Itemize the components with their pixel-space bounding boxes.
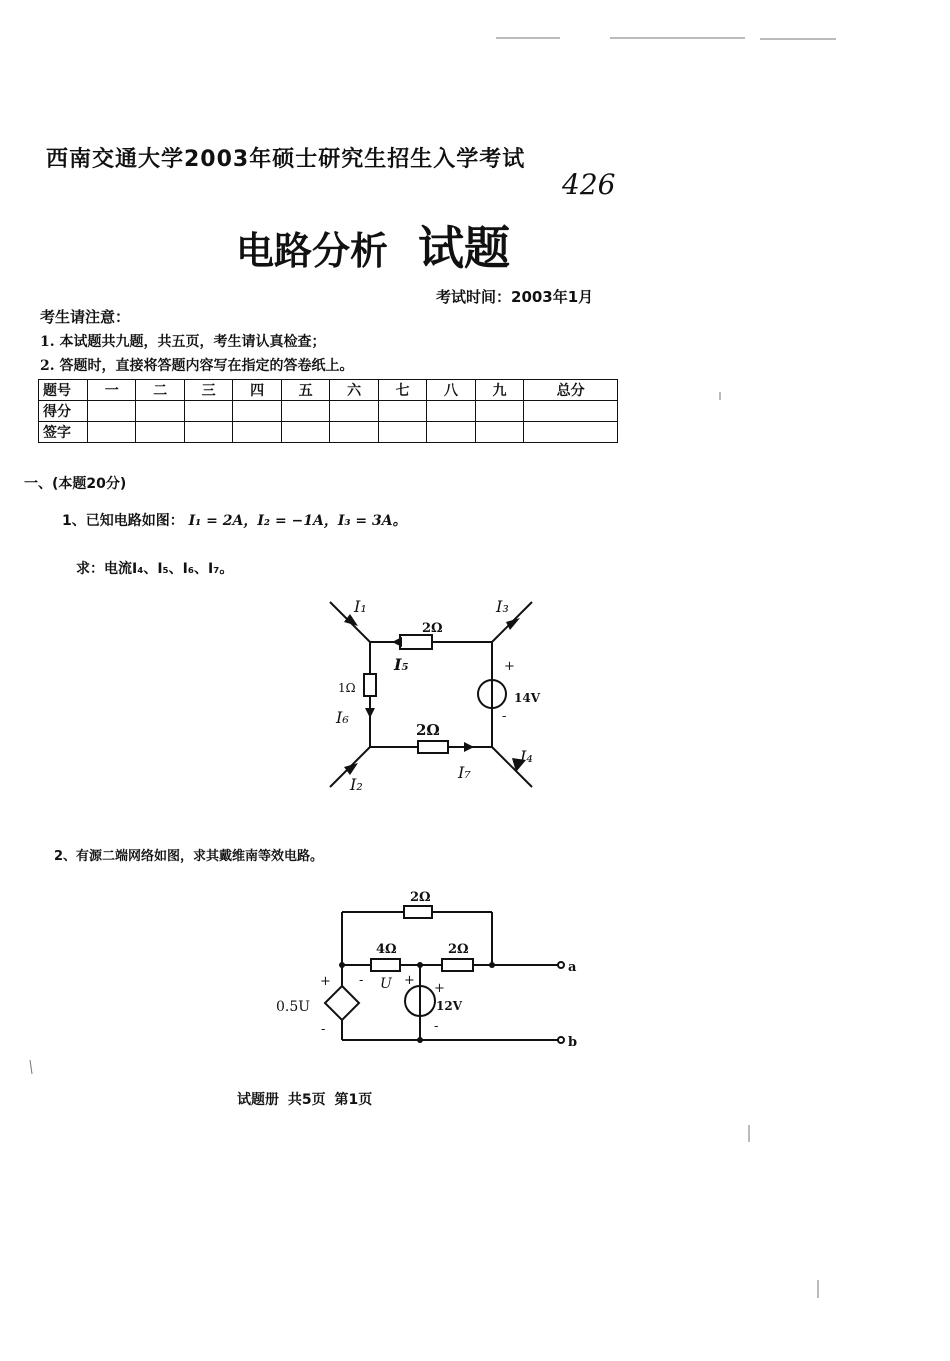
section-heading: 一、(本题20分) xyxy=(24,476,127,492)
label-source-14v: 14V xyxy=(514,691,541,705)
label-minus: - xyxy=(321,1022,326,1037)
label-i5: I₅ xyxy=(394,655,409,674)
label-i6: I₆ xyxy=(336,708,349,727)
label-i2: I₂ xyxy=(350,775,363,794)
label-r-bottom: 2Ω xyxy=(416,721,440,739)
column-header: 总分 xyxy=(524,380,618,401)
label-r-mid: 4Ω xyxy=(376,942,397,957)
column-header: 三 xyxy=(184,380,232,401)
scan-mark xyxy=(30,1060,32,1074)
label-source-12v: 12V xyxy=(436,999,463,1013)
subject-suffix: 试题 xyxy=(418,221,511,275)
notice-title: 考生请注意： xyxy=(40,308,131,326)
column-header: 一 xyxy=(88,380,136,401)
label-r-top: 2Ω xyxy=(410,890,431,905)
label-plus: + xyxy=(504,659,515,674)
exam-time: 考试时间：2003年1月 xyxy=(436,288,594,306)
column-header: 七 xyxy=(378,380,426,401)
question-2: 2、有源二端网络如图，求其戴维南等效电路。 xyxy=(54,849,324,864)
label-dep-source: 0.5U xyxy=(276,999,311,1015)
label-r-left: 1Ω xyxy=(338,681,356,695)
label-terminal-b: b xyxy=(568,1035,578,1050)
label-terminal-a: a xyxy=(568,960,577,975)
label-u: U xyxy=(380,976,392,992)
column-header: 九 xyxy=(475,380,523,401)
label-plus: + xyxy=(404,973,415,988)
label-i1: I₁ xyxy=(354,597,367,616)
question-1-ask: 求：电流I₄、I₅、I₆、I₇。 xyxy=(76,561,234,577)
label-i7: I₇ xyxy=(458,763,471,782)
handwritten-code: 426 xyxy=(562,168,616,201)
column-header: 六 xyxy=(330,380,378,401)
label-r-right: 2Ω xyxy=(448,942,469,957)
label-plus: + xyxy=(434,981,445,996)
question-1-text: 1、已知电路如图： xyxy=(62,513,184,529)
column-header: 四 xyxy=(233,380,281,401)
column-header: 五 xyxy=(281,380,329,401)
subject-name: 电路分析 xyxy=(236,229,389,273)
page-footer: 试题册 共5页 第1页 xyxy=(237,1092,373,1108)
label-i4: I₄ xyxy=(520,747,533,766)
row-header: 得分 xyxy=(39,401,88,422)
university-title: 西南交通大学2003年硕士研究生招生入学考试 xyxy=(46,147,526,172)
question-1-given: I₁ = 2A，I₂ = −1A，I₃ = 3A。 xyxy=(188,513,407,529)
label-i3: I₃ xyxy=(496,597,509,616)
row-header: 题号 xyxy=(39,380,88,401)
column-header: 二 xyxy=(136,380,184,401)
label-plus: + xyxy=(320,974,331,989)
notice-item: 2. 答题时，直接将答题内容写在指定的答卷纸上。 xyxy=(40,358,354,374)
notice-item: 1. 本试题共九题，共五页，考生请认真检查； xyxy=(40,334,326,350)
label-r-top: 2Ω xyxy=(422,621,443,636)
label-minus: - xyxy=(502,709,507,724)
label-minus: - xyxy=(359,973,364,988)
column-header: 八 xyxy=(427,380,475,401)
row-header: 签字 xyxy=(39,422,88,443)
label-minus: - xyxy=(434,1019,439,1034)
